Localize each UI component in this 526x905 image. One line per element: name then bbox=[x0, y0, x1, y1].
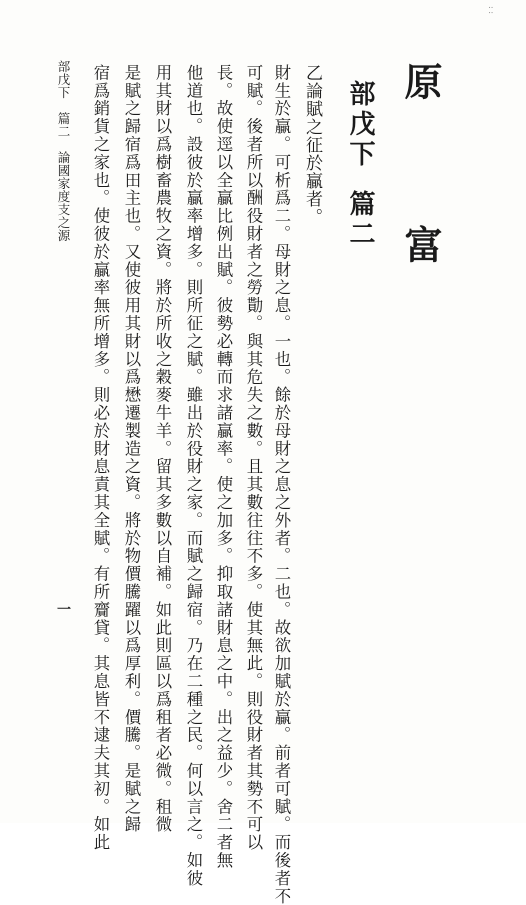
section-chapter: 篇二 bbox=[345, 190, 375, 250]
body-column-3: 長。故使逕以全贏比例出賦。彼勢必轉而求諸贏率。使之加多。抑取諸財息之中。出之益少。舍二者無 bbox=[214, 64, 233, 870]
scan-edge-mark: : : bbox=[487, 6, 496, 14]
section-part: 部戊下 bbox=[345, 80, 375, 170]
body-column-1: 財生於贏。可析爲二。母財之息。一也。餘於母財之息之外者。二也。故欲加賦於贏。前者可賦。而後者不 bbox=[272, 64, 291, 905]
section-heading bbox=[344, 80, 376, 250]
body-column-4: 他道也。設彼於贏率增多。則所征之賦。雖出於役財之家。而賦之歸宿。乃在二種之民。何以言之。如彼 bbox=[184, 64, 203, 888]
body-column-2: 可賦。後者所以酬役財者之勞勩。與其危失之數。且其數往往不多。使其無此。則役財者其勢不可以 bbox=[244, 64, 263, 852]
body-column-7: 宿爲銷貨之家也。使彼於贏率無所增多。則必於財息責其全賦。有所齎貸。其息皆不逮夫其初。如此 bbox=[91, 64, 110, 852]
body-column-6: 是賦之歸宿爲田主也。又使彼用其財以爲懋遷製造之資。將於物價騰躍以爲厚利。價騰。是賦之歸 bbox=[122, 64, 141, 834]
page-number: 一 bbox=[55, 602, 71, 616]
book-title: 原 富 bbox=[398, 62, 443, 303]
section-subtitle: 乙論賦之征於贏者。 bbox=[302, 64, 322, 226]
running-footer: 部戊下 篇二 論國家度支之源 bbox=[56, 60, 71, 242]
body-column-5: 用其財以爲樹畜農牧之資。將於所收之穀麥牛羊。留其多數以自補。如此則區以爲租者必微。租微 bbox=[153, 64, 172, 834]
